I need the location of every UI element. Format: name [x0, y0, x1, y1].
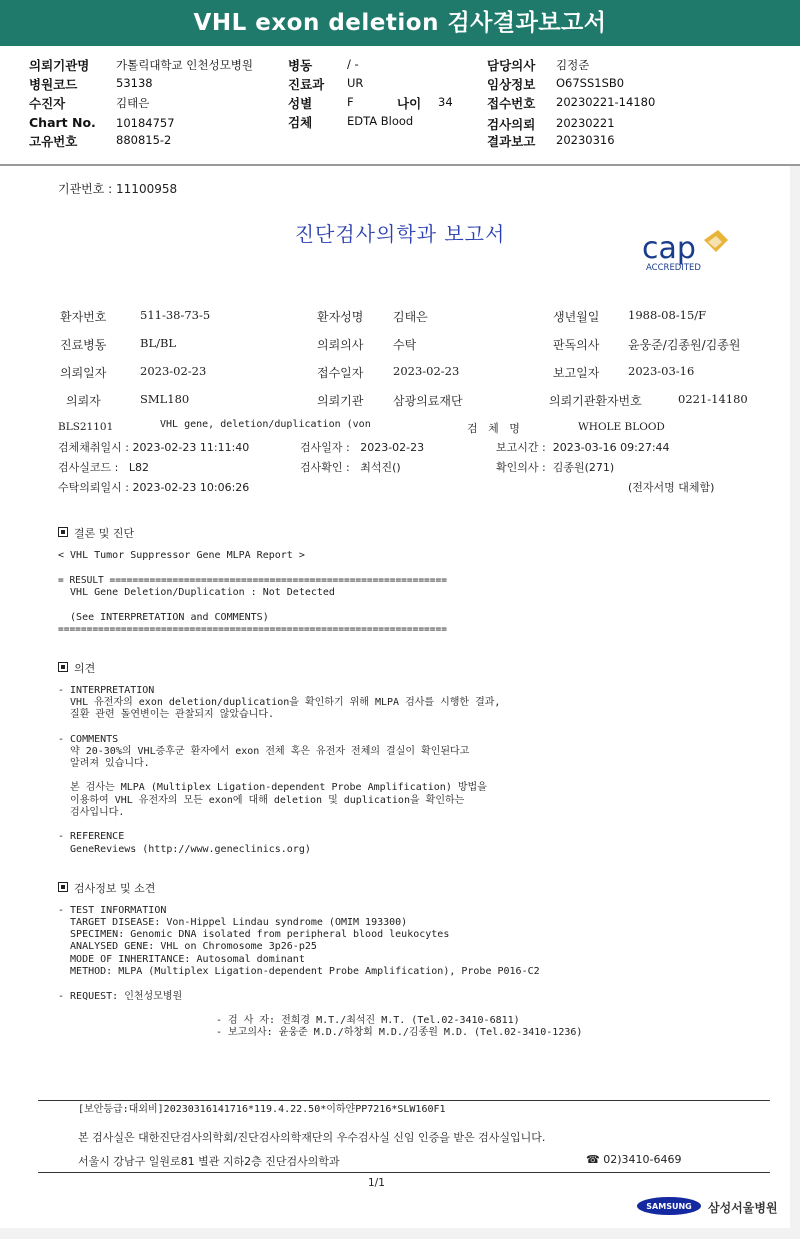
label-birth-date: 생년월일	[553, 310, 600, 324]
mode-of-inheritance: MODE OF INHERITANCE: Autosomal dominant	[58, 954, 305, 965]
security-line: [보안등급:대외비]20230316141716*119.4.22.50*이하얀PP7216*SLW160F1	[78, 1104, 446, 1115]
value-report-date: 2023-03-16	[628, 364, 695, 378]
e-signature-note: (전자서명 대체함)	[628, 481, 715, 494]
value-physician: 김정준	[556, 58, 590, 72]
label-department: 진료과	[288, 77, 325, 92]
value-reading-doctor: 윤웅준/김종원/김종원	[628, 338, 741, 352]
hospital-name: 삼성서울병원	[708, 1201, 778, 1215]
header-info	[0, 46, 800, 164]
certification-text: 본 검사실은 대한진단검사의학회/진단검사의학재단의 우수검사실 신임 인증을 받은 검사실입니다.	[78, 1131, 546, 1144]
interpretation-line-1: VHL 유전자의 exon deletion/duplication을 확인하기 위해 MLPA 검사를 시행한 결과,	[58, 697, 501, 708]
label-sex: 성별	[288, 96, 313, 111]
comments-line-2: 알려져 있습니다.	[58, 758, 150, 769]
label-chart-no: Chart No.	[29, 115, 96, 130]
reference-link: GeneReviews (http://www.geneclinics.org)	[58, 844, 311, 855]
report-time: 보고시간 : 2023-03-16 09:27:44	[496, 441, 670, 454]
value-department: UR	[347, 76, 364, 90]
label-patient: 수진자	[29, 96, 66, 111]
label-institution-patient-no: 의뢰기관환자번호	[549, 394, 642, 408]
label-ordering-doctor: 의뢰의사	[317, 338, 364, 352]
value-hospital-code: 53138	[116, 76, 153, 90]
section-square-icon	[58, 527, 68, 537]
value-sex: F	[347, 95, 354, 109]
test-confirm: 검사확인 : 최석진()	[300, 461, 401, 474]
label-request-date: 의뢰일자	[60, 366, 107, 380]
mlpa-report-heading: < VHL Tumor Suppressor Gene MLPA Report >	[58, 550, 305, 561]
test-information-heading: - TEST INFORMATION	[58, 905, 167, 916]
value-age: 34	[438, 95, 453, 109]
value-request-institution: 삼광의료재단	[393, 394, 463, 408]
value-institution: 가톨릭대학교 인천성모병원	[116, 58, 253, 72]
test-code: BLS21101	[58, 421, 114, 433]
label-clinical-info: 임상정보	[487, 77, 536, 92]
comments-line-5: 검사입니다.	[58, 807, 125, 818]
value-request-date: 2023-02-23	[140, 364, 207, 378]
section-conclusion: 결론 및 진단	[58, 525, 134, 541]
label-request-institution: 의뢰기관	[317, 394, 364, 408]
value-patient-no: 511-38-73-5	[140, 308, 211, 322]
comments-line-3: 본 검사는 MLPA (Multiplex Ligation-dependent Probe Amplification) 방법을	[58, 782, 487, 793]
value-requester: SML180	[140, 392, 190, 406]
label-reading-doctor: 판독의사	[553, 338, 600, 352]
value-receipt-no: 20230221-14180	[556, 95, 656, 109]
label-institution: 의뢰기관명	[29, 58, 90, 73]
value-institution-patient-no: 0221-14180	[678, 392, 748, 406]
section-square-icon	[58, 882, 68, 892]
value-patient-name: 김태은	[393, 310, 428, 324]
section-opinion: 의견	[58, 660, 95, 676]
test-name: VHL gene, deletion/duplication (von	[160, 419, 371, 430]
analysed-gene: ANALYSED GENE: VHL on Chromosome 3p26-p25	[58, 941, 317, 952]
report-heading: 진단검사의학과 보고서	[294, 222, 506, 246]
value-specimen: EDTA Blood	[347, 114, 414, 128]
footer-top-rule	[38, 1100, 770, 1101]
lab-code: 검사실코드 : L82	[58, 461, 149, 474]
label-ward-code: 진료병동	[60, 338, 107, 352]
signature-doctor: - 보고의사: 윤웅준 M.D./하창회 M.D./김종원 M.D. (Tel.02-3410-1236)	[216, 1027, 583, 1038]
method: METHOD: MLPA (Multiplex Ligation-dependent Probe Amplification), Probe P016-C2	[58, 966, 540, 977]
report-title-bar: VHL exon deletion 검사결과보고서	[0, 0, 800, 46]
value-specimen-name: WHOLE BLOOD	[578, 421, 665, 433]
value-ward: / -	[347, 57, 359, 71]
label-report-date: 보고일자	[553, 366, 600, 380]
value-birth-date: 1988-08-15/F	[628, 308, 707, 322]
confirm-doctor: 확인의사 : 김종원(271)	[496, 461, 615, 474]
samsung-logo-text: SAMSUNG	[646, 1202, 692, 1211]
label-unique-no: 고유번호	[29, 134, 78, 149]
label-result-report: 결과보고	[487, 134, 536, 149]
label-requester: 의뢰자	[66, 394, 101, 408]
result-line: = RESULT ===========================================================	[58, 575, 447, 586]
result-separator: ====================================================================	[58, 624, 447, 635]
label-receipt-date: 접수일자	[317, 366, 364, 380]
cap-accredited-logo	[640, 226, 732, 274]
value-patient: 김태은	[116, 96, 150, 110]
specimen-info: SPECIMEN: Genomic DNA isolated from peripheral blood leukocytes	[58, 929, 450, 940]
request-time: 수탁의뢰일시 : 2023-02-23 10:06:26	[58, 481, 250, 494]
interpretation-heading: - INTERPRETATION	[58, 685, 155, 696]
interpretation-line-2: 질환 관련 돌연변이는 관찰되지 않았습니다.	[58, 709, 275, 720]
label-age: 나이	[397, 96, 422, 111]
lab-address: 서울시 강남구 일원로81 별관 지하2층 진단검사의학과	[78, 1155, 340, 1168]
request-line: - REQUEST: 인천성모병원	[58, 991, 183, 1002]
lab-phone: ☎ 02)3410-6469	[586, 1153, 682, 1166]
label-physician: 담당의사	[487, 58, 536, 73]
value-clinical-info: O67SS1SB0	[556, 76, 625, 90]
comments-heading: - COMMENTS	[58, 734, 119, 745]
label-specimen: 검체	[288, 115, 313, 130]
label-test-request: 검사의뢰	[487, 117, 536, 132]
collect-time: 검체채취일시 : 2023-02-23 11:11:40	[58, 441, 250, 454]
test-date: 검사일자 : 2023-02-23	[300, 441, 425, 454]
page-number: 1/1	[368, 1177, 385, 1189]
cap-logo-text: cap	[642, 231, 696, 266]
institution-number: 기관번호 : 11100958	[58, 182, 178, 196]
label-specimen-name: 검 체 명	[467, 422, 520, 435]
comments-line-1: 약 20-30%의 VHL증후군 환자에서 exon 전체 혹은 유전자 전체의 결실이 확인된다고	[58, 746, 470, 757]
value-receipt-date: 2023-02-23	[393, 364, 460, 378]
label-patient-name: 환자성명	[317, 310, 364, 324]
comments-line-4: 이용하여 VHL 유전자의 모든 exon에 대해 deletion 및 duplication을 확인하는	[58, 795, 465, 806]
label-receipt-no: 접수번호	[487, 96, 536, 111]
value-result-report: 20230316	[556, 133, 615, 147]
value-test-request: 20230221	[556, 116, 615, 130]
reference-heading: - REFERENCE	[58, 831, 125, 842]
section-square-icon	[58, 662, 68, 672]
label-hospital-code: 병원코드	[29, 77, 78, 92]
section-test-info: 검사정보 및 소견	[58, 880, 155, 896]
value-unique-no: 880815-2	[116, 133, 172, 147]
footer-bottom-rule	[38, 1172, 770, 1173]
label-ward: 병동	[288, 58, 313, 73]
value-ordering-doctor: 수탁	[393, 338, 417, 352]
result-value: VHL Gene Deletion/Duplication : Not Detected	[58, 587, 335, 598]
target-disease: TARGET DISEASE: Von-Hippel Lindau syndrome (OMIM 193300)	[58, 917, 408, 928]
see-interpretation: (See INTERPRETATION and COMMENTS)	[58, 612, 269, 623]
signature-tester: - 검 사 자: 전희경 M.T./최석진 M.T. (Tel.02-3410-6811)	[216, 1015, 520, 1026]
value-chart-no: 10184757	[116, 116, 175, 130]
value-ward-code: BL/BL	[140, 336, 177, 350]
cap-logo-subtext: ACCREDITED	[646, 263, 701, 273]
samsung-logo	[636, 1196, 702, 1216]
label-patient-no: 환자번호	[60, 310, 107, 324]
